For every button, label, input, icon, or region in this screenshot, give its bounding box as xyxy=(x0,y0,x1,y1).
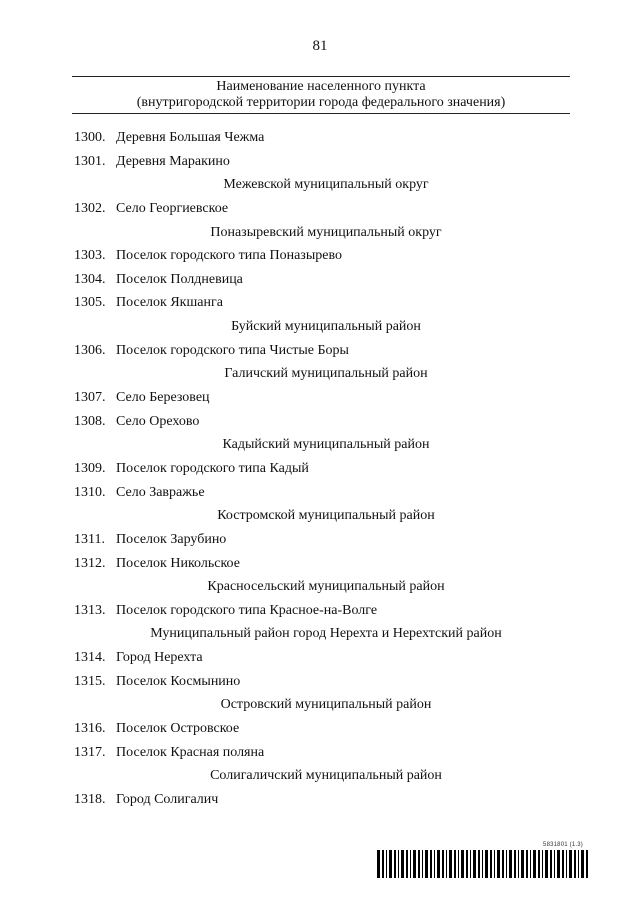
settlement-name: Поселок городского типа Поназырево xyxy=(116,248,342,264)
settlement-row xyxy=(0,481,640,505)
settlement-number: 1300. xyxy=(74,130,106,145)
barcode-bar xyxy=(401,850,404,878)
settlement-name: Поселок Якшанга xyxy=(116,295,223,311)
district-heading: Красносельский муниципальный район xyxy=(207,579,445,595)
settlement-row xyxy=(0,552,640,576)
barcode-bar xyxy=(458,850,459,878)
barcode-bar xyxy=(406,850,408,878)
barcode-bar xyxy=(545,850,548,878)
barcode-bar xyxy=(494,850,495,878)
settlement-name: Село Георгиевское xyxy=(116,200,229,216)
barcode-bar xyxy=(482,850,483,878)
settlement-number: 1301. xyxy=(74,153,106,169)
settlement-name: Город Нерехта xyxy=(116,650,203,666)
barcode-bar xyxy=(410,850,411,878)
district-heading: Костромской муниципальный район xyxy=(217,508,435,524)
district-heading: Островский муниципальный район xyxy=(220,697,432,713)
barcode-bar xyxy=(461,850,464,878)
settlement-row xyxy=(0,457,640,481)
settlement-number: 1307. xyxy=(74,390,106,406)
barcode-bar xyxy=(530,850,531,878)
settlement-row xyxy=(0,646,640,670)
district-heading: Поназыревский муниципальный округ xyxy=(210,224,442,240)
settlement-name: Поселок Никольское xyxy=(116,555,240,571)
settlement-name: Поселок городского типа Чистые Боры xyxy=(116,342,349,358)
page-number: 81 xyxy=(312,38,328,54)
settlement-number: 1315. xyxy=(74,673,106,689)
settlement-number: 1316. xyxy=(74,721,106,737)
barcode-bar xyxy=(470,850,471,878)
barcode-bar xyxy=(413,850,416,878)
table-header xyxy=(72,79,570,111)
barcode-bars xyxy=(377,850,589,878)
settlement-number: 1312. xyxy=(74,555,106,571)
barcode-bar xyxy=(542,850,543,878)
barcode-bar xyxy=(437,850,440,878)
table-header-line-1: Наименование населенного пункта xyxy=(216,79,426,94)
settlement-row xyxy=(0,410,640,434)
settlement-number: 1318. xyxy=(74,791,106,807)
barcode-bar xyxy=(562,850,564,878)
settlement-row xyxy=(0,386,640,410)
barcode-bar xyxy=(478,850,480,878)
barcode-bar xyxy=(521,850,524,878)
barcode-bar xyxy=(394,850,396,878)
settlement-row xyxy=(0,788,640,812)
table-header-line-2: (внутригородской территории города федерального значения) xyxy=(136,95,506,110)
settlement-number: 1309. xyxy=(74,460,106,476)
barcode-bar xyxy=(418,850,420,878)
barcode-bar xyxy=(454,850,456,878)
settlement-name: Поселок Космынино xyxy=(116,673,241,689)
barcode-bar xyxy=(386,850,387,878)
settlement-number: 1314. xyxy=(74,650,106,666)
district-heading: Галичский муниципальный район xyxy=(224,366,428,382)
barcode-bar xyxy=(538,850,540,878)
district-heading: Буйский муниципальный район xyxy=(231,319,421,335)
district-heading: Муниципальный район город Нерехта и Нерехтский район xyxy=(150,626,502,642)
barcode-bar xyxy=(533,850,536,878)
settlement-name: Село Завражье xyxy=(116,484,205,500)
header-top-rule xyxy=(72,76,570,77)
barcode-bar xyxy=(509,850,512,878)
barcode-bar xyxy=(442,850,444,878)
settlement-name: Поселок Красная поляна xyxy=(116,744,265,760)
settlement-number: 1306. xyxy=(74,342,106,358)
barcode-bar xyxy=(514,850,516,878)
settlement-number: 1304. xyxy=(74,271,106,287)
barcode-bar xyxy=(554,850,555,878)
barcode-bar xyxy=(502,850,504,878)
barcode xyxy=(373,842,591,880)
barcode-bar xyxy=(398,850,399,878)
barcode-bar xyxy=(557,850,560,878)
settlement-name: Поселок Островское xyxy=(116,721,240,737)
barcode-code: 5831801 (1.3) xyxy=(543,842,583,848)
barcode-bar xyxy=(485,850,488,878)
barcode-bar xyxy=(473,850,476,878)
settlement-name: Поселок Полдневица xyxy=(116,271,243,287)
settlement-row xyxy=(0,717,640,741)
settlement-name: Поселок городского типа Красное-на-Волге xyxy=(116,602,378,618)
district-heading: Солигаличский муниципальный район xyxy=(210,768,442,784)
barcode-bar xyxy=(490,850,492,878)
settlement-row xyxy=(0,528,640,552)
settlement-name: Деревня Большая Чежма xyxy=(116,130,265,145)
settlement-name: Село Березовец xyxy=(116,390,210,406)
settlement-name: Деревня Маракино xyxy=(116,153,230,169)
barcode-bar xyxy=(389,850,392,878)
district-heading: Межевской муниципальный округ xyxy=(223,177,429,193)
barcode-bar xyxy=(566,850,567,878)
settlement-name: Город Солигалич xyxy=(116,791,219,807)
settlement-number: 1308. xyxy=(74,413,106,429)
settlement-row xyxy=(0,339,640,363)
settlement-number: 1317. xyxy=(74,744,106,760)
barcode-bar xyxy=(526,850,528,878)
barcode-bar xyxy=(581,850,584,878)
barcode-bar xyxy=(586,850,588,878)
settlement-row xyxy=(0,126,640,150)
settlement-row xyxy=(0,244,640,268)
barcode-bar xyxy=(425,850,428,878)
settlement-name: Село Орехово xyxy=(116,413,200,429)
settlement-number: 1310. xyxy=(74,484,106,500)
settlement-number: 1305. xyxy=(74,295,106,311)
barcode-bar xyxy=(574,850,576,878)
settlement-list xyxy=(0,126,640,812)
settlement-row xyxy=(0,268,640,292)
barcode-bar xyxy=(422,850,423,878)
barcode-bar xyxy=(449,850,452,878)
barcode-bar xyxy=(518,850,519,878)
settlement-number: 1302. xyxy=(74,200,106,216)
settlement-row xyxy=(0,150,640,174)
settlement-name: Поселок Зарубино xyxy=(116,531,227,547)
barcode-bar xyxy=(434,850,435,878)
settlement-row xyxy=(0,599,640,623)
settlement-name: Поселок городского типа Кадый xyxy=(116,460,309,476)
header-bottom-rule xyxy=(72,113,570,114)
settlement-row xyxy=(0,291,640,315)
barcode-bar xyxy=(506,850,507,878)
district-heading: Кадыйский муниципальный район xyxy=(222,437,430,453)
barcode-bar xyxy=(569,850,572,878)
settlement-row xyxy=(0,741,640,765)
settlement-number: 1303. xyxy=(74,248,106,264)
barcode-bar xyxy=(578,850,579,878)
barcode-bar xyxy=(377,850,380,878)
barcode-bar xyxy=(446,850,447,878)
barcode-bar xyxy=(430,850,432,878)
barcode-bar xyxy=(550,850,552,878)
barcode-bar xyxy=(382,850,384,878)
settlement-number: 1311. xyxy=(74,531,105,547)
settlement-number: 1313. xyxy=(74,602,106,618)
settlement-row xyxy=(0,197,640,221)
barcode-bar xyxy=(466,850,468,878)
settlement-row xyxy=(0,670,640,694)
barcode-bar xyxy=(497,850,500,878)
